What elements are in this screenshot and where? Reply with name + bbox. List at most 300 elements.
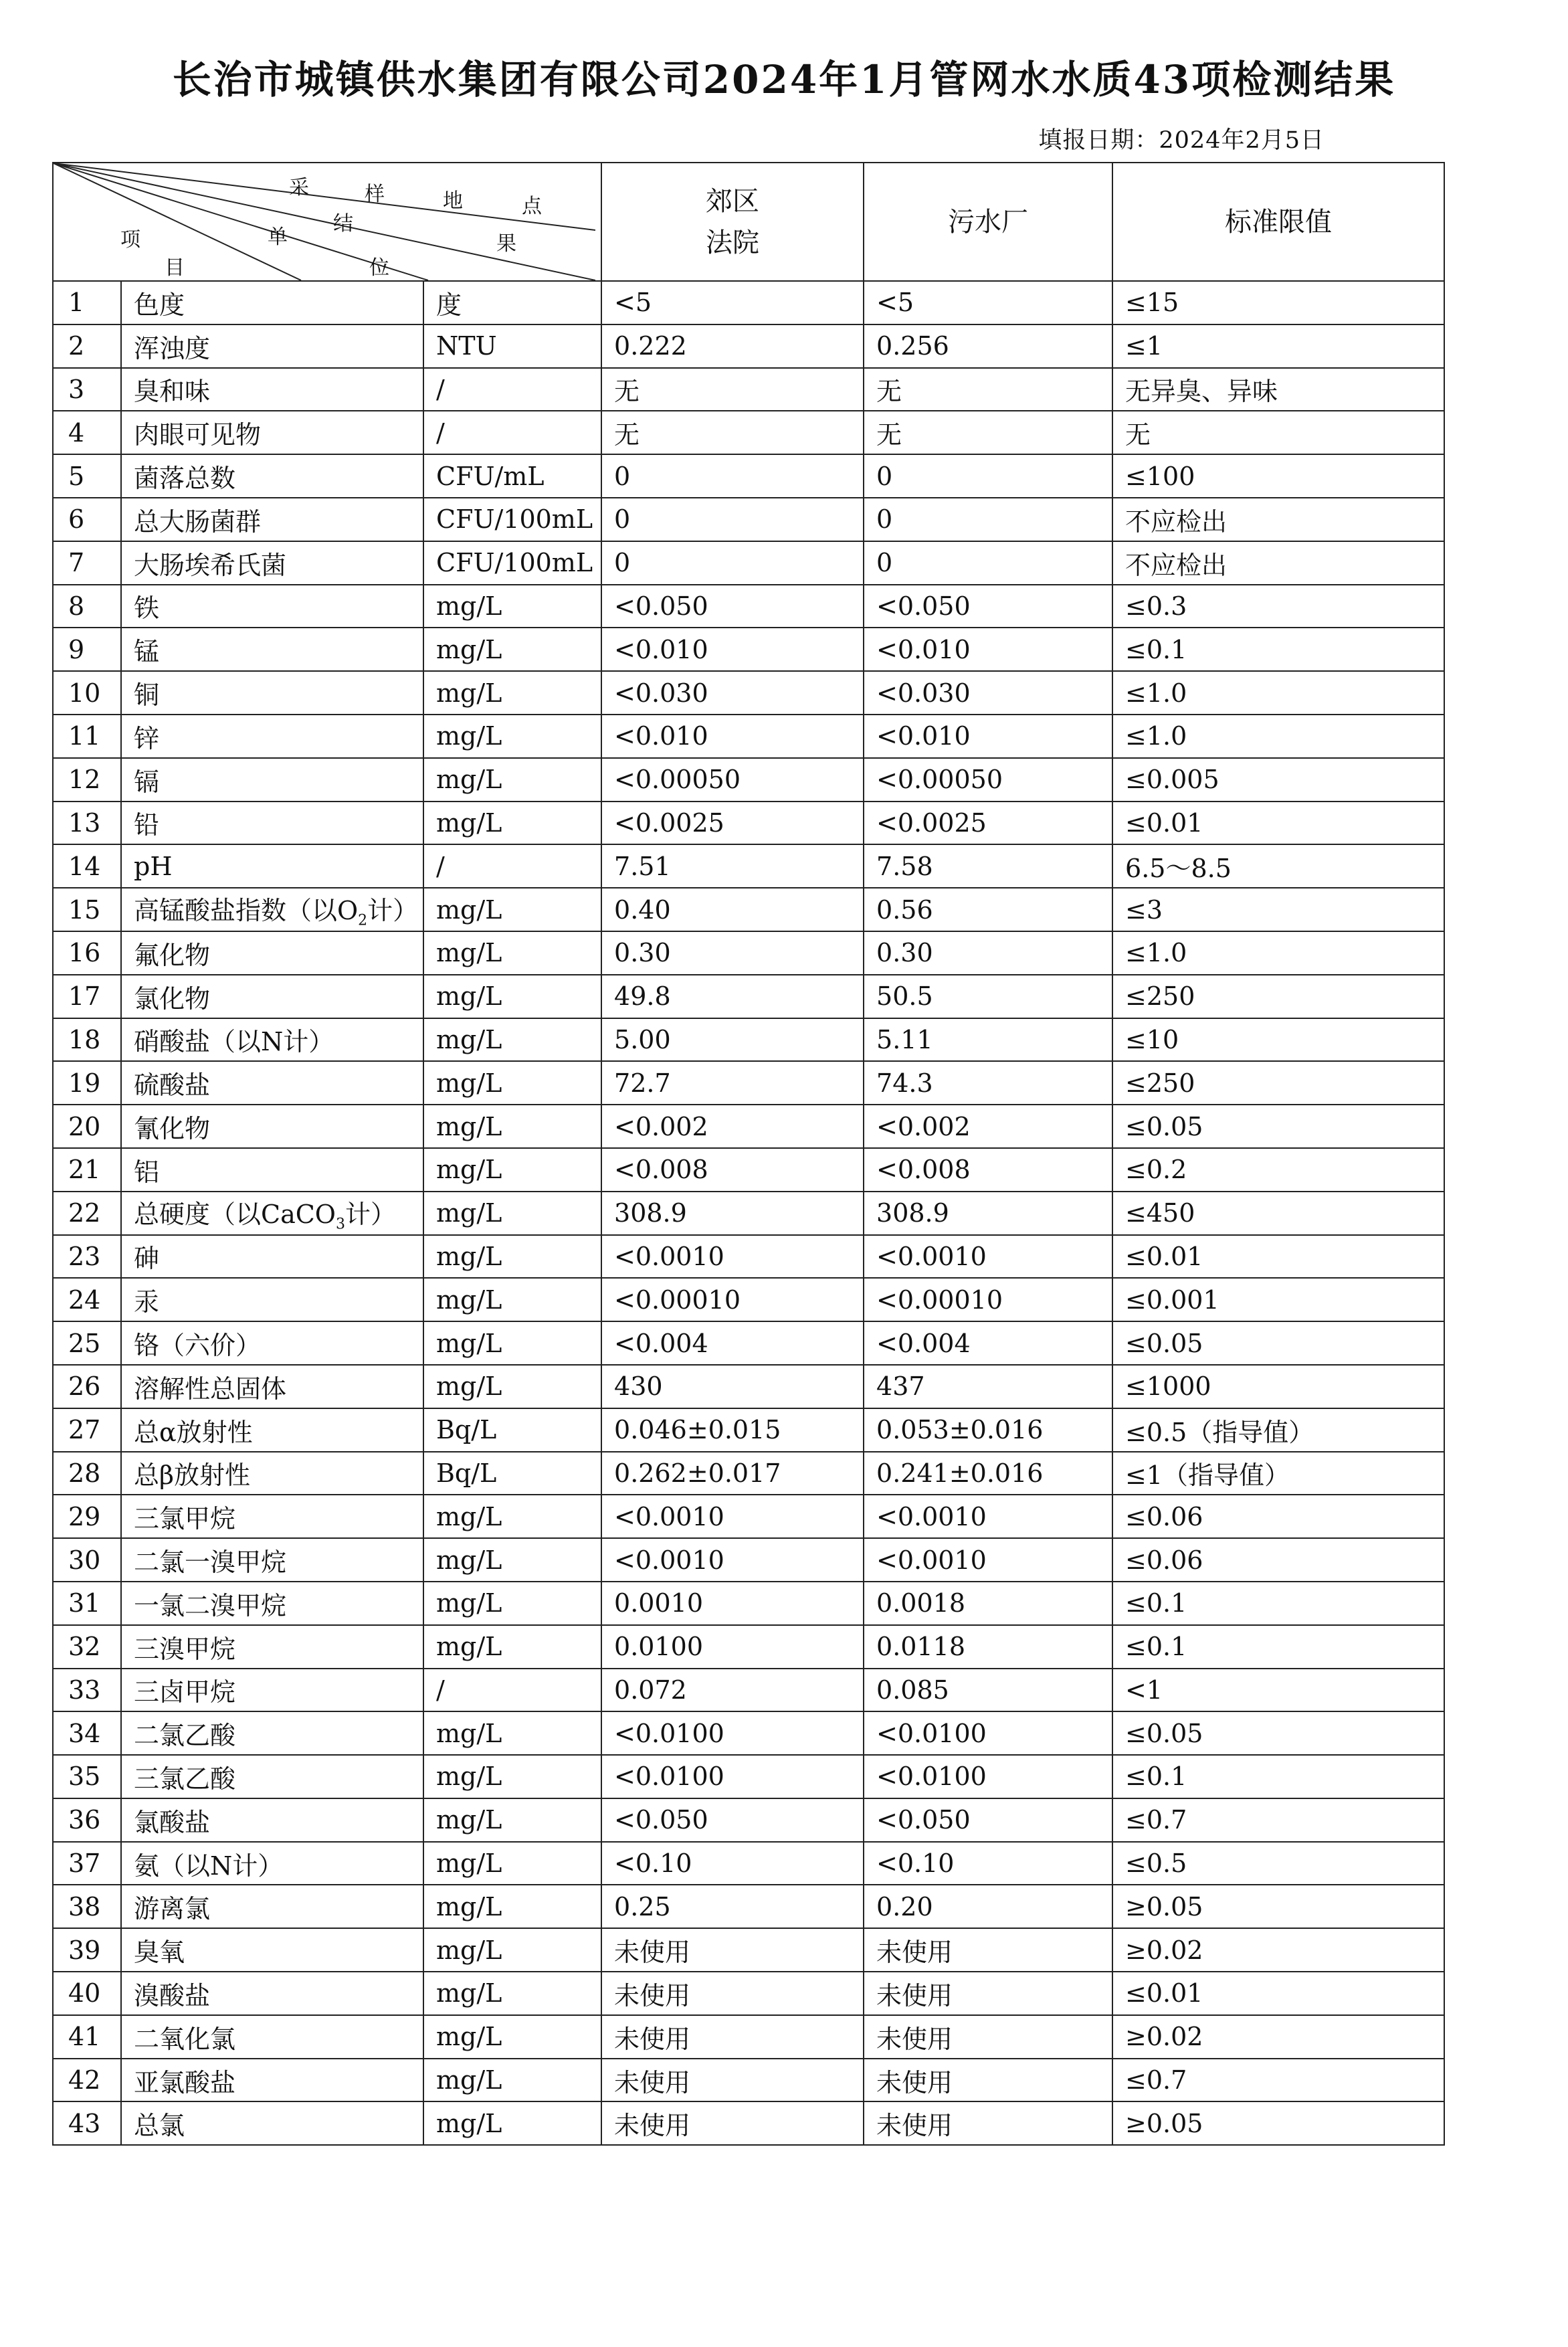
row-site-2-value: 无 xyxy=(864,411,1112,454)
row-unit: mg/L xyxy=(423,758,601,802)
row-unit: mg/L xyxy=(423,671,601,715)
row-unit: mg/L xyxy=(423,1061,601,1105)
row-number: 13 xyxy=(53,802,121,845)
row-site-2-value: 未使用 xyxy=(864,2059,1112,2102)
row-item: 锌 xyxy=(121,715,423,758)
row-limit-value: ≤0.7 xyxy=(1112,1798,1444,1842)
row-site-2-value: 0.0018 xyxy=(864,1582,1112,1625)
row-site-1-value: <0.0025 xyxy=(601,802,864,845)
row-site-1-value: 0.40 xyxy=(601,888,864,931)
row-site-2-value: 0.256 xyxy=(864,324,1112,368)
row-site-2-value: 0.30 xyxy=(864,931,1112,975)
row-unit: mg/L xyxy=(423,1192,601,1235)
row-item: 臭和味 xyxy=(121,368,423,411)
row-item: 肉眼可见物 xyxy=(121,411,423,454)
row-item: 亚氯酸盐 xyxy=(121,2059,423,2102)
row-number: 28 xyxy=(53,1452,121,1495)
row-site-1-value: <0.0010 xyxy=(601,1538,864,1582)
table-row xyxy=(53,2015,1444,2059)
row-site-2-value: <0.008 xyxy=(864,1148,1112,1192)
row-number: 29 xyxy=(53,1495,121,1538)
row-unit: CFU/mL xyxy=(423,454,601,498)
row-unit: mg/L xyxy=(423,1972,601,2015)
row-item-text: 总硬度（以CaCO xyxy=(134,1199,336,1229)
row-unit: mg/L xyxy=(423,2059,601,2102)
row-number: 19 xyxy=(53,1061,121,1105)
row-item: 浑浊度 xyxy=(121,324,423,368)
row-unit: mg/L xyxy=(423,931,601,975)
row-item: 菌落总数 xyxy=(121,454,423,498)
row-unit: mg/L xyxy=(423,1885,601,1928)
table-row xyxy=(53,1669,1444,1712)
row-number: 39 xyxy=(53,1928,121,1972)
table-row xyxy=(53,368,1444,411)
row-number: 12 xyxy=(53,758,121,802)
table-row xyxy=(53,888,1444,931)
label-item-1: 项 xyxy=(120,228,140,252)
row-number: 25 xyxy=(53,1321,121,1365)
row-unit: mg/L xyxy=(423,1538,601,1582)
row-number: 34 xyxy=(53,1711,121,1755)
row-item: 总α放射性 xyxy=(121,1408,423,1452)
row-site-1-value: 0.0100 xyxy=(601,1625,864,1669)
row-site-1-value: 0.222 xyxy=(601,324,864,368)
row-limit-value: ≤0.001 xyxy=(1112,1278,1444,1321)
row-limit-value: ≥0.05 xyxy=(1112,1885,1444,1928)
header-site-1 xyxy=(601,163,864,281)
row-site-1-value: 0.25 xyxy=(601,1885,864,1928)
row-site-2-value: 0 xyxy=(864,454,1112,498)
row-item: 锰 xyxy=(121,628,423,671)
row-item: 三卤甲烷 xyxy=(121,1669,423,1712)
row-site-2-value: <5 xyxy=(864,281,1112,324)
row-site-2-value: <0.002 xyxy=(864,1105,1112,1148)
row-number: 9 xyxy=(53,628,121,671)
row-site-2-value: 437 xyxy=(864,1365,1112,1408)
header-limit: 标准限值 xyxy=(1112,163,1444,281)
row-unit: NTU xyxy=(423,324,601,368)
row-site-1-value: 未使用 xyxy=(601,1972,864,2015)
table-row xyxy=(53,2059,1444,2102)
row-site-1-value: 未使用 xyxy=(601,1928,864,1972)
row-item: 臭氧 xyxy=(121,1928,423,1972)
row-number: 3 xyxy=(53,368,121,411)
table-row xyxy=(53,844,1444,888)
row-site-1-value: 72.7 xyxy=(601,1061,864,1105)
row-limit-value: ≥0.02 xyxy=(1112,2015,1444,2059)
row-limit-value: ≤450 xyxy=(1112,1192,1444,1235)
row-site-1-value: <0.00050 xyxy=(601,758,864,802)
row-item: 二氯一溴甲烷 xyxy=(121,1538,423,1582)
row-limit-value: ≤0.5（指导值） xyxy=(1112,1408,1444,1452)
row-site-2-value: 0 xyxy=(864,541,1112,585)
row-item-text-end: 计） xyxy=(345,1199,396,1229)
table-body xyxy=(53,281,1444,2145)
row-site-1-value: <0.0010 xyxy=(601,1495,864,1538)
row-item: 大肠埃希氏菌 xyxy=(121,541,423,585)
row-item: 汞 xyxy=(121,1278,423,1321)
label-sampling-site-4: 点 xyxy=(522,195,542,218)
row-site-1-value: <0.030 xyxy=(601,671,864,715)
table-row xyxy=(53,498,1444,541)
row-site-2-value: <0.010 xyxy=(864,628,1112,671)
row-limit-value: ≤0.01 xyxy=(1112,802,1444,845)
table-row xyxy=(53,1235,1444,1279)
row-limit-value: <1 xyxy=(1112,1669,1444,1712)
table-row xyxy=(53,758,1444,802)
row-item: 二氧化氯 xyxy=(121,2015,423,2059)
table-row xyxy=(53,1928,1444,1972)
row-site-2-value: <0.050 xyxy=(864,1798,1112,1842)
row-limit-value: ≤0.06 xyxy=(1112,1495,1444,1538)
label-sampling-site-3: 地 xyxy=(443,189,463,213)
water-quality-table xyxy=(52,162,1445,2146)
row-item: 三溴甲烷 xyxy=(121,1625,423,1669)
label-unit-2: 位 xyxy=(369,256,389,280)
row-unit: mg/L xyxy=(423,1798,601,1842)
label-unit-1: 单 xyxy=(268,225,288,249)
row-number: 35 xyxy=(53,1755,121,1798)
row-site-2-value: <0.0100 xyxy=(864,1711,1112,1755)
row-item: 铅 xyxy=(121,802,423,845)
table-row xyxy=(53,1148,1444,1192)
row-unit: mg/L xyxy=(423,1755,601,1798)
header-site-1-line1: 郊区 xyxy=(706,185,760,217)
table-row xyxy=(53,1105,1444,1148)
table-row xyxy=(53,541,1444,585)
report-date: 填报日期：2024年2月5日 xyxy=(1038,127,1325,154)
row-site-2-value: 0.085 xyxy=(864,1669,1112,1712)
row-number: 16 xyxy=(53,931,121,975)
row-limit-value: ≤0.5 xyxy=(1112,1842,1444,1885)
row-site-1-value: <0.004 xyxy=(601,1321,864,1365)
label-sampling-site-2: 样 xyxy=(365,183,385,206)
row-number: 42 xyxy=(53,2059,121,2102)
row-number: 41 xyxy=(53,2015,121,2059)
row-item-text: 高锰酸盐指数（以O xyxy=(134,896,359,926)
row-site-1-value: 5.00 xyxy=(601,1018,864,1062)
row-item: 铝 xyxy=(121,1148,423,1192)
row-site-1-value: 无 xyxy=(601,368,864,411)
row-item-text-end: 计） xyxy=(367,896,419,926)
table-row xyxy=(53,1711,1444,1755)
row-number: 11 xyxy=(53,715,121,758)
row-limit-value: ≤3 xyxy=(1112,888,1444,931)
row-item: 镉 xyxy=(121,758,423,802)
row-limit-value: ≤1000 xyxy=(1112,1365,1444,1408)
row-number: 8 xyxy=(53,585,121,628)
row-item: 氰化物 xyxy=(121,1105,423,1148)
row-item: 二氯乙酸 xyxy=(121,1711,423,1755)
row-site-1-value: 0.046±0.015 xyxy=(601,1408,864,1452)
row-unit: mg/L xyxy=(423,1928,601,1972)
row-item: 硝酸盐（以N计） xyxy=(121,1018,423,1062)
label-result-2: 果 xyxy=(496,232,516,256)
row-number: 17 xyxy=(53,975,121,1018)
row-number: 38 xyxy=(53,1885,121,1928)
table-row xyxy=(53,1018,1444,1062)
row-number: 37 xyxy=(53,1842,121,1885)
row-number: 32 xyxy=(53,1625,121,1669)
row-number: 4 xyxy=(53,411,121,454)
row-item: 砷 xyxy=(121,1235,423,1279)
label-result-1: 结 xyxy=(333,212,353,236)
row-item: 铜 xyxy=(121,671,423,715)
table-row xyxy=(53,281,1444,324)
row-unit: mg/L xyxy=(423,2015,601,2059)
row-item: 氯化物 xyxy=(121,975,423,1018)
row-limit-value: ≤15 xyxy=(1112,281,1444,324)
row-site-2-value: 0.241±0.016 xyxy=(864,1452,1112,1495)
row-site-2-value: <0.10 xyxy=(864,1842,1112,1885)
row-item: 总氯 xyxy=(121,2101,423,2145)
row-item: 一氯二溴甲烷 xyxy=(121,1582,423,1625)
row-limit-value: ≤1.0 xyxy=(1112,931,1444,975)
row-item: pH xyxy=(121,844,423,888)
table-row xyxy=(53,1885,1444,1928)
row-site-1-value: <0.010 xyxy=(601,715,864,758)
row-item: 色度 xyxy=(121,281,423,324)
table-row xyxy=(53,411,1444,454)
table-row xyxy=(53,1582,1444,1625)
row-limit-value: ≤0.2 xyxy=(1112,1148,1444,1192)
row-unit: mg/L xyxy=(423,1625,601,1669)
row-unit: Bq/L xyxy=(423,1452,601,1495)
row-item: 游离氯 xyxy=(121,1885,423,1928)
row-site-1-value: <0.002 xyxy=(601,1105,864,1148)
row-site-1-value: 308.9 xyxy=(601,1192,864,1235)
table-row xyxy=(53,585,1444,628)
row-limit-value: ≤250 xyxy=(1112,1061,1444,1105)
row-unit: mg/L xyxy=(423,628,601,671)
row-site-1-value: 0.262±0.017 xyxy=(601,1452,864,1495)
row-item xyxy=(121,1192,423,1235)
row-site-1-value: <0.050 xyxy=(601,585,864,628)
row-number: 31 xyxy=(53,1582,121,1625)
row-number: 10 xyxy=(53,671,121,715)
table-row xyxy=(53,1365,1444,1408)
row-number: 20 xyxy=(53,1105,121,1148)
row-number: 33 xyxy=(53,1669,121,1712)
row-unit: mg/L xyxy=(423,1278,601,1321)
row-limit-value: ≤0.1 xyxy=(1112,1625,1444,1669)
row-site-2-value: <0.0010 xyxy=(864,1235,1112,1279)
row-unit: mg/L xyxy=(423,2101,601,2145)
row-site-2-value: <0.0010 xyxy=(864,1495,1112,1538)
row-number: 26 xyxy=(53,1365,121,1408)
row-limit-value: ≥0.05 xyxy=(1112,2101,1444,2145)
table-row xyxy=(53,628,1444,671)
row-limit-value: ≤1 xyxy=(1112,324,1444,368)
row-item: 氟化物 xyxy=(121,931,423,975)
row-item-subscript: 2 xyxy=(358,912,368,929)
table-row xyxy=(53,1842,1444,1885)
row-number: 27 xyxy=(53,1408,121,1452)
table-row xyxy=(53,1495,1444,1538)
row-unit: mg/L xyxy=(423,888,601,931)
row-site-2-value: 0.053±0.016 xyxy=(864,1408,1112,1452)
row-limit-value: ≤1.0 xyxy=(1112,715,1444,758)
table-row xyxy=(53,671,1444,715)
table-row xyxy=(53,1321,1444,1365)
row-unit: mg/L xyxy=(423,1842,601,1885)
row-limit-value: ≤1.0 xyxy=(1112,671,1444,715)
row-item: 三氯甲烷 xyxy=(121,1495,423,1538)
row-unit: mg/L xyxy=(423,1148,601,1192)
row-number: 2 xyxy=(53,324,121,368)
row-site-2-value: 74.3 xyxy=(864,1061,1112,1105)
label-sampling-site-1: 采 xyxy=(289,176,309,199)
table-row xyxy=(53,1452,1444,1495)
row-item: 总大肠菌群 xyxy=(121,498,423,541)
row-limit-value: ≤100 xyxy=(1112,454,1444,498)
row-site-1-value: 430 xyxy=(601,1365,864,1408)
row-site-2-value: 未使用 xyxy=(864,1928,1112,1972)
row-unit: mg/L xyxy=(423,1582,601,1625)
row-number: 7 xyxy=(53,541,121,585)
row-item: 氯酸盐 xyxy=(121,1798,423,1842)
row-site-1-value: 7.51 xyxy=(601,844,864,888)
row-site-2-value: 0.0118 xyxy=(864,1625,1112,1669)
row-limit-value: 无异臭、异味 xyxy=(1112,368,1444,411)
row-unit: mg/L xyxy=(423,975,601,1018)
row-item: 氨（以N计） xyxy=(121,1842,423,1885)
row-limit-value: 不应检出 xyxy=(1112,498,1444,541)
row-site-2-value: <0.010 xyxy=(864,715,1112,758)
row-limit-value: 6.5～8.5 xyxy=(1112,844,1444,888)
row-site-2-value: 0 xyxy=(864,498,1112,541)
row-site-1-value: <0.010 xyxy=(601,628,864,671)
row-unit: mg/L xyxy=(423,1365,601,1408)
row-site-1-value: <0.0010 xyxy=(601,1235,864,1279)
row-number: 40 xyxy=(53,1972,121,2015)
row-limit-value: 无 xyxy=(1112,411,1444,454)
table-row xyxy=(53,2101,1444,2145)
row-unit: mg/L xyxy=(423,715,601,758)
table-row xyxy=(53,1192,1444,1235)
row-site-2-value: 7.58 xyxy=(864,844,1112,888)
row-site-1-value: <0.050 xyxy=(601,1798,864,1842)
row-site-2-value: <0.004 xyxy=(864,1321,1112,1365)
table-row xyxy=(53,324,1444,368)
page-title: 长治市城镇供水集团有限公司2024年1月管网水水质43项检测结果 xyxy=(172,57,1396,102)
row-unit: mg/L xyxy=(423,1711,601,1755)
row-unit: 度 xyxy=(423,281,601,324)
row-number: 21 xyxy=(53,1148,121,1192)
header-site-2: 污水厂 xyxy=(864,163,1112,281)
row-site-1-value: 49.8 xyxy=(601,975,864,1018)
header-site-1-line2: 法院 xyxy=(706,227,760,258)
row-item: 铁 xyxy=(121,585,423,628)
table-row xyxy=(53,802,1444,845)
row-unit: / xyxy=(423,368,601,411)
table-row xyxy=(53,454,1444,498)
row-site-1-value: 未使用 xyxy=(601,2101,864,2145)
row-site-1-value: <0.008 xyxy=(601,1148,864,1192)
row-unit: Bq/L xyxy=(423,1408,601,1452)
row-site-1-value: 0 xyxy=(601,498,864,541)
row-unit: CFU/100mL xyxy=(423,498,601,541)
row-item: 总β放射性 xyxy=(121,1452,423,1495)
row-unit: mg/L xyxy=(423,1321,601,1365)
row-site-1-value: 0.072 xyxy=(601,1669,864,1712)
row-site-2-value: 50.5 xyxy=(864,975,1112,1018)
row-site-1-value: <0.10 xyxy=(601,1842,864,1885)
row-site-1-value: <0.0100 xyxy=(601,1711,864,1755)
row-site-1-value: 0 xyxy=(601,541,864,585)
row-item: 溴酸盐 xyxy=(121,1972,423,2015)
row-limit-value: ≥0.02 xyxy=(1112,1928,1444,1972)
row-site-2-value: <0.0010 xyxy=(864,1538,1112,1582)
row-limit-value: ≤0.01 xyxy=(1112,1235,1444,1279)
row-limit-value: ≤0.1 xyxy=(1112,1755,1444,1798)
row-unit: / xyxy=(423,411,601,454)
row-number: 5 xyxy=(53,454,121,498)
row-site-2-value: <0.0100 xyxy=(864,1755,1112,1798)
row-site-2-value: <0.0025 xyxy=(864,802,1112,845)
row-site-1-value: <0.0100 xyxy=(601,1755,864,1798)
row-site-1-value: <0.00010 xyxy=(601,1278,864,1321)
row-limit-value: ≤250 xyxy=(1112,975,1444,1018)
row-unit: mg/L xyxy=(423,1235,601,1279)
row-number: 6 xyxy=(53,498,121,541)
table-row xyxy=(53,1972,1444,2015)
row-limit-value: ≤0.005 xyxy=(1112,758,1444,802)
row-number: 1 xyxy=(53,281,121,324)
row-limit-value: ≤0.05 xyxy=(1112,1321,1444,1365)
label-item-2: 目 xyxy=(165,256,185,280)
row-site-1-value: 0 xyxy=(601,454,864,498)
row-unit: CFU/100mL xyxy=(423,541,601,585)
row-site-2-value: 308.9 xyxy=(864,1192,1112,1235)
row-site-2-value: 0.20 xyxy=(864,1885,1112,1928)
table-row xyxy=(53,715,1444,758)
row-limit-value: ≤0.05 xyxy=(1112,1105,1444,1148)
row-number: 30 xyxy=(53,1538,121,1582)
row-site-2-value: 无 xyxy=(864,368,1112,411)
row-limit-value: 不应检出 xyxy=(1112,541,1444,585)
row-site-2-value: <0.00050 xyxy=(864,758,1112,802)
row-site-2-value: 未使用 xyxy=(864,2101,1112,2145)
row-site-2-value: <0.050 xyxy=(864,585,1112,628)
row-number: 24 xyxy=(53,1278,121,1321)
table-row xyxy=(53,1755,1444,1798)
row-limit-value: ≤0.01 xyxy=(1112,1972,1444,2015)
row-site-1-value: 未使用 xyxy=(601,2059,864,2102)
table-header-row xyxy=(53,163,1444,281)
table-row xyxy=(53,931,1444,975)
row-site-1-value: 无 xyxy=(601,411,864,454)
row-site-2-value: 5.11 xyxy=(864,1018,1112,1062)
row-number: 36 xyxy=(53,1798,121,1842)
row-item: 铬（六价） xyxy=(121,1321,423,1365)
row-site-1-value: 未使用 xyxy=(601,2015,864,2059)
row-number: 15 xyxy=(53,888,121,931)
row-unit: mg/L xyxy=(423,1018,601,1062)
row-item: 硫酸盐 xyxy=(121,1061,423,1105)
table-row xyxy=(53,1408,1444,1452)
table-row xyxy=(53,1278,1444,1321)
row-limit-value: ≤1（指导值） xyxy=(1112,1452,1444,1495)
row-item-subscript: 3 xyxy=(335,1216,345,1233)
row-site-1-value: 0.0010 xyxy=(601,1582,864,1625)
row-unit: / xyxy=(423,844,601,888)
row-item: 三氯乙酸 xyxy=(121,1755,423,1798)
row-unit: mg/L xyxy=(423,802,601,845)
row-number: 43 xyxy=(53,2101,121,2145)
row-limit-value: ≤10 xyxy=(1112,1018,1444,1062)
row-unit: / xyxy=(423,1669,601,1712)
